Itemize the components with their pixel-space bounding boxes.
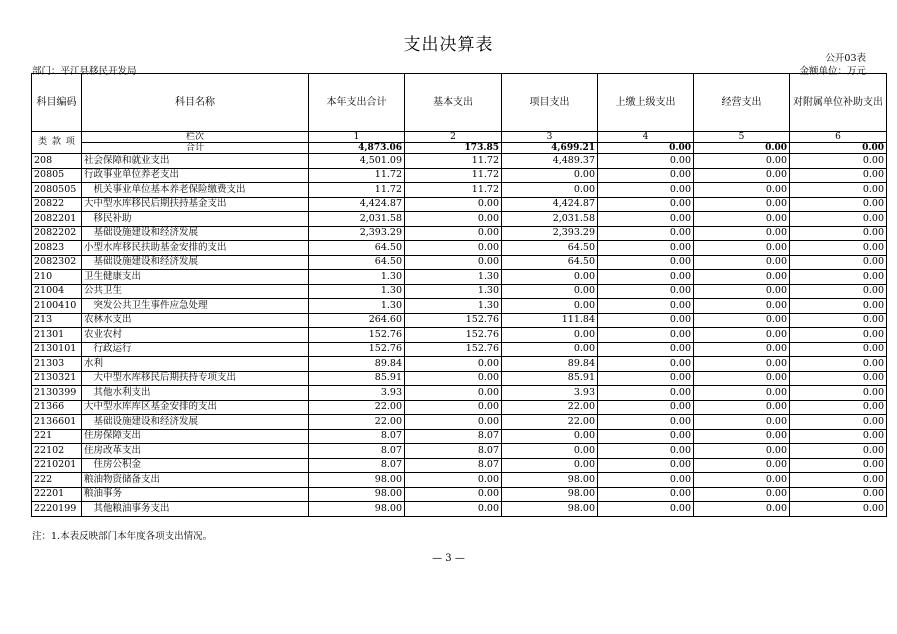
amount-cell: 2,031.58 bbox=[502, 212, 598, 227]
table-row bbox=[32, 371, 887, 386]
total-value: 4,873.06 bbox=[309, 143, 405, 154]
amount-cell: 0.00 bbox=[694, 342, 790, 357]
table-row bbox=[32, 226, 887, 241]
amount-cell: 0.00 bbox=[694, 444, 790, 459]
lanci-label: 栏次 bbox=[82, 132, 309, 143]
amount-cell: 98.00 bbox=[502, 502, 598, 517]
subject-code: 20823 bbox=[32, 241, 82, 256]
subject-name: 小型水库移民扶助基金安排的支出 bbox=[82, 241, 309, 256]
table-row bbox=[32, 270, 887, 285]
unit-label: 金额单位：万元 bbox=[799, 66, 866, 77]
column-number: 1 bbox=[309, 132, 405, 143]
subject-code: 2082201 bbox=[32, 212, 82, 227]
table-row bbox=[32, 299, 887, 314]
page-number: — 3 — bbox=[432, 553, 465, 564]
amount-cell: 0.00 bbox=[405, 386, 502, 401]
amount-cell: 0.00 bbox=[502, 328, 598, 343]
total-value: 0.00 bbox=[598, 143, 694, 154]
amount-cell: 0.00 bbox=[694, 168, 790, 183]
subject-name: 水利 bbox=[82, 357, 309, 372]
table-row bbox=[32, 197, 887, 212]
amount-cell: 8.07 bbox=[309, 458, 405, 473]
subject-code: 2082302 bbox=[32, 255, 82, 270]
amount-cell: 0.00 bbox=[598, 270, 694, 285]
total-value: 4,699.21 bbox=[502, 143, 598, 154]
amount-cell: 11.72 bbox=[405, 183, 502, 198]
amount-cell: 152.76 bbox=[405, 342, 502, 357]
amount-cell: 0.00 bbox=[790, 502, 887, 517]
amount-cell: 152.76 bbox=[309, 342, 405, 357]
column-number: 3 bbox=[502, 132, 598, 143]
amount-cell: 4,424.87 bbox=[502, 197, 598, 212]
amount-cell: 152.76 bbox=[405, 313, 502, 328]
subject-code: 20822 bbox=[32, 197, 82, 212]
table-row bbox=[32, 212, 887, 227]
amount-cell: 0.00 bbox=[694, 386, 790, 401]
table-row bbox=[32, 313, 887, 328]
subject-name: 公共卫生 bbox=[82, 284, 309, 299]
amount-cell: 0.00 bbox=[790, 226, 887, 241]
amount-cell: 0.00 bbox=[790, 154, 887, 169]
amount-cell: 0.00 bbox=[790, 212, 887, 227]
amount-cell: 0.00 bbox=[405, 415, 502, 430]
table-row bbox=[32, 357, 887, 372]
subject-code: 222 bbox=[32, 473, 82, 488]
amount-cell: 1.30 bbox=[405, 270, 502, 285]
amount-cell: 0.00 bbox=[694, 415, 790, 430]
amount-cell: 1.30 bbox=[309, 284, 405, 299]
subject-name: 农业农村 bbox=[82, 328, 309, 343]
subject-name: 其他水利支出 bbox=[82, 386, 309, 401]
table-row bbox=[32, 241, 887, 256]
subject-code: 208 bbox=[32, 154, 82, 169]
amount-cell: 1.30 bbox=[405, 299, 502, 314]
subject-code: 210 bbox=[32, 270, 82, 285]
report-title: 支出决算表 bbox=[403, 35, 494, 55]
amount-cell: 0.00 bbox=[502, 458, 598, 473]
amount-cell: 0.00 bbox=[790, 415, 887, 430]
table-row bbox=[32, 444, 887, 459]
amount-cell: 0.00 bbox=[790, 299, 887, 314]
amount-cell: 0.00 bbox=[694, 284, 790, 299]
subject-name: 农林水支出 bbox=[82, 313, 309, 328]
subject-name: 机关事业单位基本养老保险缴费支出 bbox=[82, 183, 309, 198]
amount-cell: 0.00 bbox=[405, 226, 502, 241]
amount-cell: 0.00 bbox=[405, 473, 502, 488]
amount-cell: 0.00 bbox=[790, 400, 887, 415]
amount-cell: 0.00 bbox=[694, 270, 790, 285]
subject-code: 2130321 bbox=[32, 371, 82, 386]
amount-cell: 0.00 bbox=[405, 241, 502, 256]
kuan-label: 款 bbox=[51, 137, 61, 147]
amount-cell: 1.30 bbox=[309, 270, 405, 285]
table-row bbox=[32, 328, 887, 343]
header-col1: 本年支出合计 bbox=[309, 74, 405, 132]
amount-cell: 0.00 bbox=[790, 183, 887, 198]
amount-cell: 0.00 bbox=[405, 255, 502, 270]
amount-cell: 0.00 bbox=[598, 415, 694, 430]
subject-code: 20805 bbox=[32, 168, 82, 183]
amount-cell: 0.00 bbox=[790, 197, 887, 212]
subject-code: 213 bbox=[32, 313, 82, 328]
total-value: 173.85 bbox=[405, 143, 502, 154]
subject-name: 基础设施建设和经济发展 bbox=[82, 226, 309, 241]
amount-cell: 0.00 bbox=[502, 284, 598, 299]
footnote: 注：1.本表反映部门本年度各项支出情况。 bbox=[32, 531, 213, 542]
table-row bbox=[32, 502, 887, 517]
amount-cell: 0.00 bbox=[598, 400, 694, 415]
amount-cell: 0.00 bbox=[790, 313, 887, 328]
subject-name: 移民补助 bbox=[82, 212, 309, 227]
amount-cell: 11.72 bbox=[309, 168, 405, 183]
amount-cell: 0.00 bbox=[405, 502, 502, 517]
amount-cell: 0.00 bbox=[790, 241, 887, 256]
amount-cell: 0.00 bbox=[790, 255, 887, 270]
amount-cell: 2,393.29 bbox=[309, 226, 405, 241]
amount-cell: 8.07 bbox=[309, 429, 405, 444]
subject-name: 其他粮油事务支出 bbox=[82, 502, 309, 517]
subject-name: 大中型水库移民后期扶持基金支出 bbox=[82, 197, 309, 212]
amount-cell: 0.00 bbox=[790, 458, 887, 473]
amount-cell: 0.00 bbox=[694, 357, 790, 372]
amount-cell: 3.93 bbox=[309, 386, 405, 401]
subject-code: 21004 bbox=[32, 284, 82, 299]
subject-code: 2080505 bbox=[32, 183, 82, 198]
lei-kuan-xiang-cell bbox=[32, 132, 82, 154]
amount-cell: 85.91 bbox=[502, 371, 598, 386]
amount-cell: 85.91 bbox=[309, 371, 405, 386]
subject-name: 粮油事务 bbox=[82, 487, 309, 502]
subject-code: 2130101 bbox=[32, 342, 82, 357]
amount-cell: 264.60 bbox=[309, 313, 405, 328]
amount-cell: 0.00 bbox=[694, 212, 790, 227]
total-label: 合计 bbox=[82, 143, 309, 154]
subject-code: 21366 bbox=[32, 400, 82, 415]
amount-cell: 0.00 bbox=[790, 342, 887, 357]
subject-name: 住房改革支出 bbox=[82, 444, 309, 459]
subject-code: 2220199 bbox=[32, 502, 82, 517]
table-row bbox=[32, 415, 887, 430]
column-number: 2 bbox=[405, 132, 502, 143]
amount-cell: 0.00 bbox=[790, 487, 887, 502]
subject-name: 粮油物资储备支出 bbox=[82, 473, 309, 488]
amount-cell: 98.00 bbox=[309, 473, 405, 488]
subject-code: 21303 bbox=[32, 357, 82, 372]
column-number: 5 bbox=[694, 132, 790, 143]
header-row bbox=[32, 74, 887, 132]
amount-cell: 0.00 bbox=[598, 429, 694, 444]
amount-cell: 98.00 bbox=[309, 487, 405, 502]
amount-cell: 0.00 bbox=[598, 226, 694, 241]
amount-cell: 0.00 bbox=[694, 255, 790, 270]
amount-cell: 0.00 bbox=[790, 328, 887, 343]
subject-name: 基础设施建设和经济发展 bbox=[82, 255, 309, 270]
amount-cell: 8.07 bbox=[405, 444, 502, 459]
amount-cell: 0.00 bbox=[598, 473, 694, 488]
subject-name: 住房保障支出 bbox=[82, 429, 309, 444]
amount-cell: 0.00 bbox=[790, 386, 887, 401]
subject-code: 2210201 bbox=[32, 458, 82, 473]
subject-code: 2130399 bbox=[32, 386, 82, 401]
amount-cell: 0.00 bbox=[790, 168, 887, 183]
amount-cell: 64.50 bbox=[309, 241, 405, 256]
form-code: 公开03表 bbox=[825, 53, 866, 64]
amount-cell: 0.00 bbox=[405, 212, 502, 227]
subject-code: 221 bbox=[32, 429, 82, 444]
header-code: 科目编码 bbox=[32, 74, 82, 132]
amount-cell: 0.00 bbox=[694, 429, 790, 444]
amount-cell: 8.07 bbox=[309, 444, 405, 459]
amount-cell: 89.84 bbox=[309, 357, 405, 372]
amount-cell: 0.00 bbox=[694, 154, 790, 169]
amount-cell: 0.00 bbox=[598, 154, 694, 169]
subject-name: 行政事业单位养老支出 bbox=[82, 168, 309, 183]
amount-cell: 0.00 bbox=[598, 328, 694, 343]
amount-cell: 22.00 bbox=[309, 415, 405, 430]
table-row bbox=[32, 154, 887, 169]
header-name: 科目名称 bbox=[82, 74, 309, 132]
header-col5: 经营支出 bbox=[694, 74, 790, 132]
amount-cell: 0.00 bbox=[405, 197, 502, 212]
amount-cell: 22.00 bbox=[502, 400, 598, 415]
table-row bbox=[32, 284, 887, 299]
amount-cell: 0.00 bbox=[598, 487, 694, 502]
amount-cell: 98.00 bbox=[309, 502, 405, 517]
amount-cell: 11.72 bbox=[405, 168, 502, 183]
amount-cell: 0.00 bbox=[694, 473, 790, 488]
subject-name: 住房公积金 bbox=[82, 458, 309, 473]
amount-cell: 0.00 bbox=[598, 255, 694, 270]
header-col6: 对附属单位补助支出 bbox=[790, 74, 887, 132]
amount-cell: 0.00 bbox=[694, 328, 790, 343]
amount-cell: 22.00 bbox=[309, 400, 405, 415]
amount-cell: 0.00 bbox=[694, 400, 790, 415]
total-value: 0.00 bbox=[694, 143, 790, 154]
table-row bbox=[32, 168, 887, 183]
amount-cell: 0.00 bbox=[502, 429, 598, 444]
amount-cell: 0.00 bbox=[694, 183, 790, 198]
total-value: 0.00 bbox=[790, 143, 887, 154]
expenditure-table bbox=[31, 73, 887, 517]
subject-code: 2082202 bbox=[32, 226, 82, 241]
subject-name: 卫生健康支出 bbox=[82, 270, 309, 285]
amount-cell: 0.00 bbox=[405, 371, 502, 386]
amount-cell: 0.00 bbox=[502, 183, 598, 198]
amount-cell: 0.00 bbox=[598, 299, 694, 314]
amount-cell: 8.07 bbox=[405, 458, 502, 473]
amount-cell: 0.00 bbox=[502, 168, 598, 183]
amount-cell: 4,489.37 bbox=[502, 154, 598, 169]
amount-cell: 3.93 bbox=[502, 386, 598, 401]
subject-code: 21301 bbox=[32, 328, 82, 343]
amount-cell: 0.00 bbox=[598, 313, 694, 328]
amount-cell: 0.00 bbox=[598, 386, 694, 401]
amount-cell: 64.50 bbox=[502, 255, 598, 270]
amount-cell: 0.00 bbox=[790, 270, 887, 285]
amount-cell: 0.00 bbox=[502, 299, 598, 314]
subject-code: 22201 bbox=[32, 487, 82, 502]
table-row bbox=[32, 386, 887, 401]
table-row bbox=[32, 487, 887, 502]
subject-name: 社会保障和就业支出 bbox=[82, 154, 309, 169]
amount-cell: 0.00 bbox=[598, 357, 694, 372]
amount-cell: 0.00 bbox=[694, 226, 790, 241]
amount-cell: 0.00 bbox=[790, 357, 887, 372]
amount-cell: 64.50 bbox=[502, 241, 598, 256]
amount-cell: 0.00 bbox=[598, 183, 694, 198]
table-row bbox=[32, 400, 887, 415]
amount-cell: 98.00 bbox=[502, 473, 598, 488]
amount-cell: 0.00 bbox=[502, 342, 598, 357]
amount-cell: 0.00 bbox=[598, 458, 694, 473]
amount-cell: 0.00 bbox=[694, 458, 790, 473]
amount-cell: 0.00 bbox=[598, 371, 694, 386]
amount-cell: 0.00 bbox=[502, 270, 598, 285]
amount-cell: 64.50 bbox=[309, 255, 405, 270]
table-row bbox=[32, 255, 887, 270]
amount-cell: 0.00 bbox=[598, 168, 694, 183]
subject-name: 基础设施建设和经济发展 bbox=[82, 415, 309, 430]
amount-cell: 1.30 bbox=[309, 299, 405, 314]
subject-code: 22102 bbox=[32, 444, 82, 459]
amount-cell: 4,501.09 bbox=[309, 154, 405, 169]
subject-name: 大中型水库移民后期扶持专项支出 bbox=[82, 371, 309, 386]
xiang-label: 项 bbox=[65, 137, 75, 147]
total-row bbox=[32, 143, 887, 154]
amount-cell: 0.00 bbox=[598, 197, 694, 212]
amount-cell: 0.00 bbox=[790, 444, 887, 459]
amount-cell: 0.00 bbox=[694, 197, 790, 212]
subject-code: 2100410 bbox=[32, 299, 82, 314]
header-col4: 上缴上级支出 bbox=[598, 74, 694, 132]
amount-cell: 0.00 bbox=[790, 473, 887, 488]
subject-name: 突发公共卫生事件应急处理 bbox=[82, 299, 309, 314]
amount-cell: 0.00 bbox=[694, 313, 790, 328]
table-row bbox=[32, 473, 887, 488]
amount-cell: 152.76 bbox=[405, 328, 502, 343]
amount-cell: 111.84 bbox=[502, 313, 598, 328]
table-row bbox=[32, 458, 887, 473]
amount-cell: 0.00 bbox=[790, 429, 887, 444]
amount-cell: 0.00 bbox=[598, 212, 694, 227]
amount-cell: 152.76 bbox=[309, 328, 405, 343]
amount-cell: 0.00 bbox=[694, 241, 790, 256]
amount-cell: 1.30 bbox=[405, 284, 502, 299]
table-row bbox=[32, 342, 887, 357]
amount-cell: 0.00 bbox=[694, 371, 790, 386]
amount-cell: 0.00 bbox=[598, 444, 694, 459]
amount-cell: 89.84 bbox=[502, 357, 598, 372]
table-row bbox=[32, 429, 887, 444]
column-number: 4 bbox=[598, 132, 694, 143]
amount-cell: 8.07 bbox=[405, 429, 502, 444]
amount-cell: 11.72 bbox=[405, 154, 502, 169]
subject-name: 大中型水库库区基金安排的支出 bbox=[82, 400, 309, 415]
lei-label: 类 bbox=[38, 137, 48, 147]
amount-cell: 0.00 bbox=[598, 241, 694, 256]
amount-cell: 22.00 bbox=[502, 415, 598, 430]
amount-cell: 98.00 bbox=[502, 487, 598, 502]
amount-cell: 0.00 bbox=[694, 502, 790, 517]
amount-cell: 0.00 bbox=[790, 284, 887, 299]
amount-cell: 0.00 bbox=[694, 487, 790, 502]
amount-cell: 0.00 bbox=[598, 342, 694, 357]
header-col2: 基本支出 bbox=[405, 74, 502, 132]
subject-name: 行政运行 bbox=[82, 342, 309, 357]
amount-cell: 0.00 bbox=[598, 284, 694, 299]
column-number: 6 bbox=[790, 132, 887, 143]
amount-cell: 0.00 bbox=[502, 444, 598, 459]
amount-cell: 0.00 bbox=[405, 400, 502, 415]
amount-cell: 2,393.29 bbox=[502, 226, 598, 241]
amount-cell: 2,031.58 bbox=[309, 212, 405, 227]
amount-cell: 4,424.87 bbox=[309, 197, 405, 212]
amount-cell: 0.00 bbox=[405, 487, 502, 502]
table-row bbox=[32, 183, 887, 198]
subject-code: 2136601 bbox=[32, 415, 82, 430]
amount-cell: 0.00 bbox=[405, 357, 502, 372]
amount-cell: 0.00 bbox=[694, 299, 790, 314]
amount-cell: 0.00 bbox=[790, 371, 887, 386]
header-col3: 项目支出 bbox=[502, 74, 598, 132]
amount-cell: 0.00 bbox=[598, 502, 694, 517]
column-index-row bbox=[32, 132, 887, 143]
amount-cell: 11.72 bbox=[309, 183, 405, 198]
department-label: 部门：平江县移民开发局 bbox=[32, 66, 137, 77]
